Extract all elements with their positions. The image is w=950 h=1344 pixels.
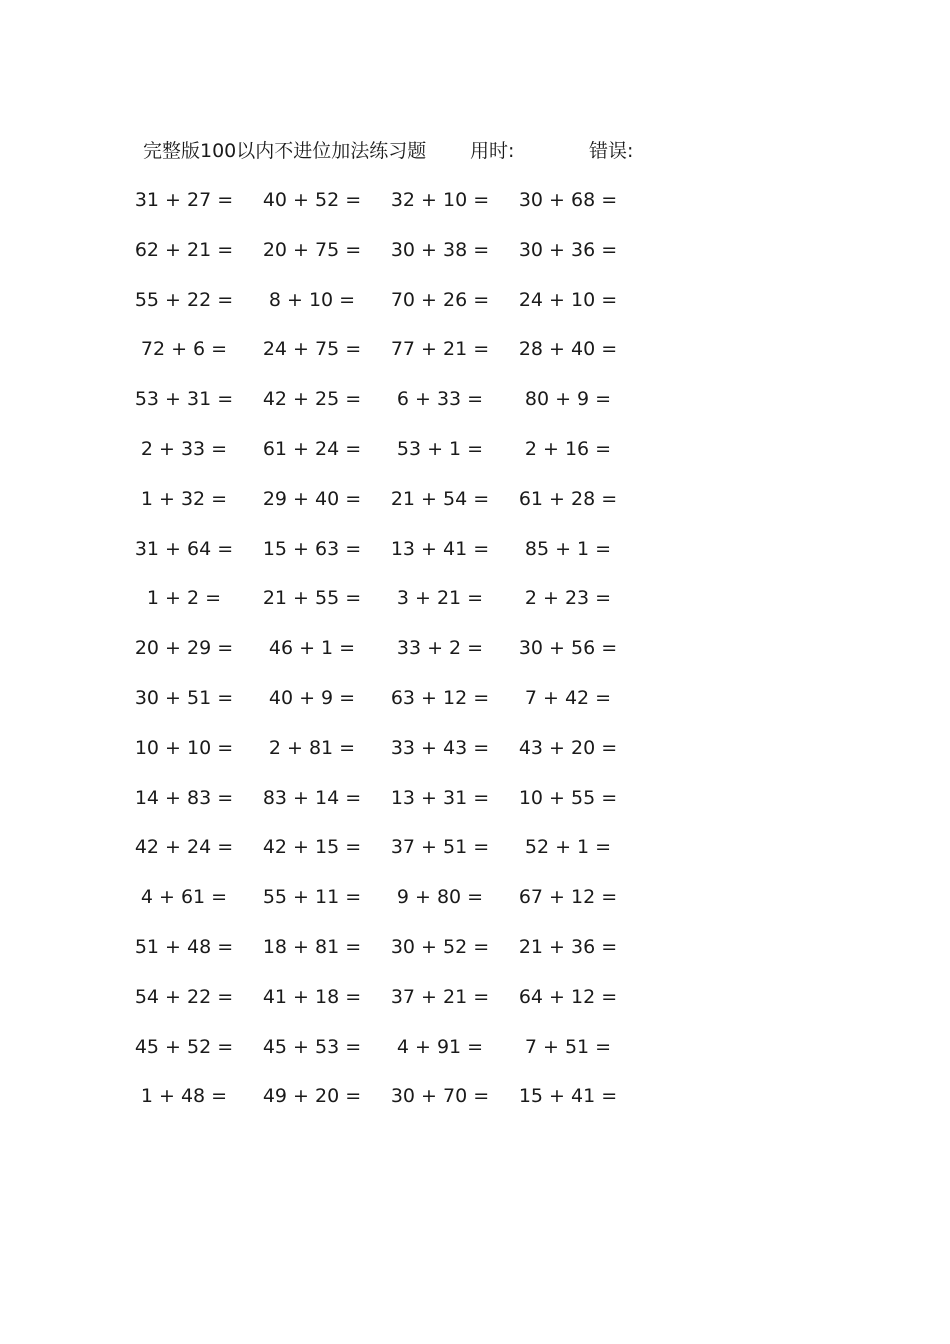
problem-row (0, 682, 950, 714)
problem-item: 61 + 24 = (262, 438, 362, 460)
problem-row (0, 383, 950, 415)
problem-row (0, 1031, 950, 1063)
problem-item: 64 + 12 = (518, 986, 618, 1008)
worksheet-header (143, 136, 663, 166)
problem-item: 53 + 1 = (396, 438, 484, 460)
problem-item: 24 + 75 = (262, 338, 362, 360)
problem-item: 1 + 48 = (140, 1085, 228, 1107)
problem-item: 7 + 42 = (524, 687, 612, 709)
problem-item: 53 + 31 = (134, 388, 234, 410)
problem-item: 20 + 29 = (134, 637, 234, 659)
problem-item: 30 + 70 = (390, 1085, 490, 1107)
worksheet-title: 完整版100以内不进位加法练习题 (143, 140, 427, 162)
problem-item: 28 + 40 = (518, 338, 618, 360)
problem-item: 20 + 75 = (262, 239, 362, 261)
problem-row (0, 782, 950, 814)
problem-item: 31 + 27 = (134, 189, 234, 211)
problem-row (0, 533, 950, 565)
problem-item: 6 + 33 = (396, 388, 484, 410)
problem-item: 41 + 18 = (262, 986, 362, 1008)
problem-item: 21 + 54 = (390, 488, 490, 510)
problem-item: 32 + 10 = (390, 189, 490, 211)
problem-item: 45 + 52 = (134, 1036, 234, 1058)
problem-item: 24 + 10 = (518, 289, 618, 311)
problem-item: 10 + 10 = (134, 737, 234, 759)
problem-item: 40 + 9 = (268, 687, 356, 709)
problem-row (0, 881, 950, 913)
problem-item: 52 + 1 = (524, 836, 612, 858)
problem-item: 54 + 22 = (134, 986, 234, 1008)
problem-row (0, 1080, 950, 1112)
problem-item: 13 + 31 = (390, 787, 490, 809)
problem-item: 49 + 20 = (262, 1085, 362, 1107)
problem-item: 30 + 56 = (518, 637, 618, 659)
problem-item: 55 + 11 = (262, 886, 362, 908)
problem-row (0, 931, 950, 963)
problem-row (0, 284, 950, 316)
problem-item: 21 + 36 = (518, 936, 618, 958)
problem-row (0, 632, 950, 664)
problem-item: 15 + 63 = (262, 538, 362, 560)
problem-item: 30 + 68 = (518, 189, 618, 211)
problem-item: 2 + 23 = (524, 587, 612, 609)
problem-row (0, 184, 950, 216)
problem-row (0, 333, 950, 365)
problem-item: 18 + 81 = (262, 936, 362, 958)
problem-item: 77 + 21 = (390, 338, 490, 360)
problem-item: 55 + 22 = (134, 289, 234, 311)
problem-item: 37 + 51 = (390, 836, 490, 858)
problem-item: 9 + 80 = (396, 886, 484, 908)
problem-item: 62 + 21 = (134, 239, 234, 261)
problem-item: 4 + 61 = (140, 886, 228, 908)
problem-item: 15 + 41 = (518, 1085, 618, 1107)
problem-row (0, 483, 950, 515)
problem-item: 30 + 52 = (390, 936, 490, 958)
problem-item: 33 + 2 = (396, 637, 484, 659)
problem-item: 30 + 36 = (518, 239, 618, 261)
problem-item: 83 + 14 = (262, 787, 362, 809)
problem-item: 40 + 52 = (262, 189, 362, 211)
problem-row (0, 732, 950, 764)
time-label: 用时: (470, 140, 515, 162)
problem-item: 29 + 40 = (262, 488, 362, 510)
problem-item: 1 + 32 = (140, 488, 228, 510)
problem-item: 14 + 83 = (134, 787, 234, 809)
problem-item: 42 + 15 = (262, 836, 362, 858)
problem-item: 42 + 24 = (134, 836, 234, 858)
problem-item: 51 + 48 = (134, 936, 234, 958)
problem-item: 45 + 53 = (262, 1036, 362, 1058)
problem-item: 43 + 20 = (518, 737, 618, 759)
problem-item: 37 + 21 = (390, 986, 490, 1008)
problem-item: 80 + 9 = (524, 388, 612, 410)
problem-row (0, 981, 950, 1013)
problem-item: 85 + 1 = (524, 538, 612, 560)
problem-item: 67 + 12 = (518, 886, 618, 908)
error-label: 错误: (589, 140, 634, 162)
problem-item: 3 + 21 = (396, 587, 484, 609)
problem-item: 2 + 16 = (524, 438, 612, 460)
problem-item: 63 + 12 = (390, 687, 490, 709)
problem-item: 8 + 10 = (268, 289, 356, 311)
problem-item: 2 + 81 = (268, 737, 356, 759)
problem-item: 72 + 6 = (140, 338, 228, 360)
problem-item: 70 + 26 = (390, 289, 490, 311)
problem-item: 4 + 91 = (396, 1036, 484, 1058)
problem-item: 30 + 38 = (390, 239, 490, 261)
problem-item: 30 + 51 = (134, 687, 234, 709)
problem-item: 42 + 25 = (262, 388, 362, 410)
problem-item: 1 + 2 = (146, 587, 222, 609)
problem-item: 2 + 33 = (140, 438, 228, 460)
problem-item: 33 + 43 = (390, 737, 490, 759)
problem-item: 10 + 55 = (518, 787, 618, 809)
problem-row (0, 234, 950, 266)
problem-item: 61 + 28 = (518, 488, 618, 510)
problem-row (0, 582, 950, 614)
problem-item: 46 + 1 = (268, 637, 356, 659)
problem-item: 13 + 41 = (390, 538, 490, 560)
problem-item: 21 + 55 = (262, 587, 362, 609)
problem-row (0, 433, 950, 465)
problem-item: 7 + 51 = (524, 1036, 612, 1058)
problem-item: 31 + 64 = (134, 538, 234, 560)
problem-row (0, 831, 950, 863)
